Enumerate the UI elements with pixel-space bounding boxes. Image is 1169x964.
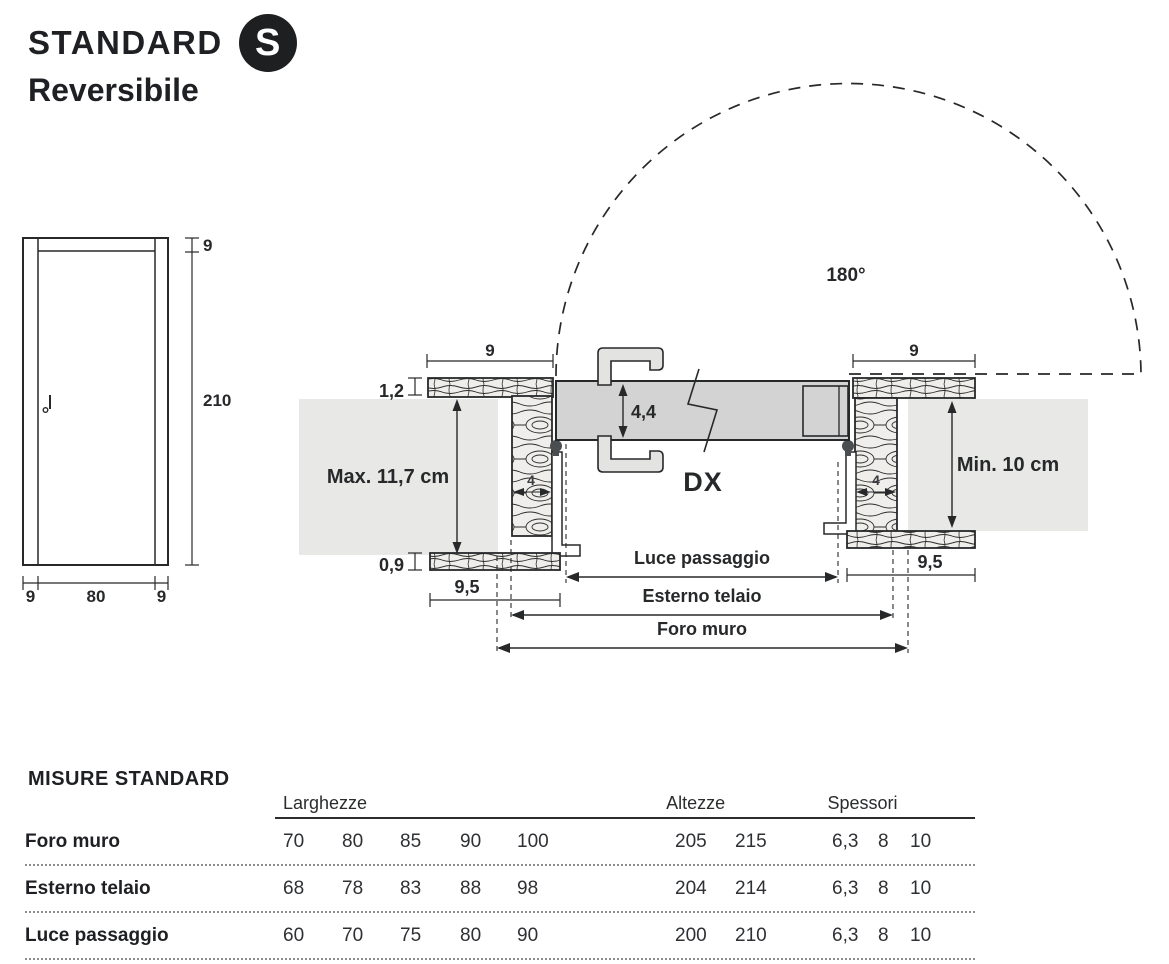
cell: 90 <box>517 924 539 946</box>
dim-left-frame: 9 <box>25 587 36 606</box>
wall-max-label: Max. 11,7 cm <box>326 466 450 488</box>
cell: 80 <box>460 924 482 946</box>
span-luce-label: Luce passaggio <box>633 548 771 568</box>
handle-top <box>598 348 663 385</box>
dim-right-frame: 9 <box>156 587 167 606</box>
stop-thickness-dim <box>408 553 422 570</box>
cell: 85 <box>400 830 422 852</box>
cell: 10 <box>910 924 932 946</box>
page-title: STANDARD <box>28 24 223 61</box>
architrave-top-right <box>853 378 975 398</box>
misure-standard-table <box>25 793 975 960</box>
stop-profile-left <box>552 452 580 556</box>
jamb-left <box>512 396 552 536</box>
dim-leaf-width: 80 <box>86 587 106 606</box>
span-esterno-label: Esterno telaio <box>642 586 762 606</box>
cell: 75 <box>400 924 422 946</box>
cell: 10 <box>910 877 932 899</box>
cell: 80 <box>342 830 364 852</box>
cell: 6,3 <box>832 877 859 899</box>
dim-frame-depth-right: 9,5 <box>917 552 943 572</box>
dim-leaf-thickness: 4,4 <box>631 402 657 422</box>
row-label: Foro muro <box>25 830 120 852</box>
cell: 90 <box>460 830 482 852</box>
cell: 68 <box>283 877 305 899</box>
hand-label: DX <box>683 467 723 497</box>
table-row-luce-passaggio <box>25 913 975 960</box>
elevation-height-dim <box>185 238 199 565</box>
row-label: Luce passaggio <box>25 924 169 946</box>
cell: 60 <box>283 924 305 946</box>
table-title: MISURE STANDARD <box>28 768 230 790</box>
cell: 6,3 <box>832 830 859 852</box>
span-foro-label: Foro muro <box>657 619 747 639</box>
cell: 8 <box>878 877 889 899</box>
cell: 10 <box>910 830 932 852</box>
swing-arc <box>556 84 1141 377</box>
cell: 70 <box>283 830 305 852</box>
dim-frame-depth-left: 9,5 <box>454 577 480 597</box>
span-luce <box>566 572 838 582</box>
page-subtitle: Reversibile <box>28 72 199 108</box>
cell: 210 <box>735 924 767 946</box>
cell: 205 <box>675 830 707 852</box>
architrave-bottom-left <box>430 553 560 570</box>
jamb-right <box>855 398 897 532</box>
cell: 204 <box>675 877 707 899</box>
cell: 100 <box>517 830 549 852</box>
swing-angle-label: 180° <box>826 265 866 286</box>
cell: 214 <box>735 877 767 899</box>
architrave-thickness-dim <box>408 378 422 395</box>
cell: 8 <box>878 924 889 946</box>
table-row-foro-muro <box>25 819 975 866</box>
frame-depth-dim-right <box>847 568 975 582</box>
cell: 78 <box>342 877 364 899</box>
row-label: Esterno telaio <box>25 877 151 899</box>
col-group-altezze: Altezze <box>666 793 726 813</box>
series-badge: S <box>239 14 297 72</box>
door-elevation <box>23 238 199 590</box>
architrave-bottom-right <box>847 531 975 548</box>
frame-depth-dim-left <box>430 593 560 607</box>
cell: 6,3 <box>832 924 859 946</box>
cell: 200 <box>675 924 707 946</box>
cell: 88 <box>460 877 482 899</box>
dim-casing-left: 9 <box>485 341 495 360</box>
dim-jamb-left: 4 <box>527 472 535 488</box>
cell: 98 <box>517 877 539 899</box>
stop-profile-right <box>824 452 856 534</box>
cell: 8 <box>878 830 889 852</box>
span-foro <box>497 643 908 653</box>
table-header-row <box>25 793 975 819</box>
dim-top-frame: 9 <box>203 236 213 255</box>
cell: 83 <box>400 877 422 899</box>
table-row-esterno-telaio <box>25 866 975 913</box>
dim-casing-right: 9 <box>909 341 919 360</box>
col-group-larghezze: Larghezze <box>283 793 368 813</box>
dim-architrave-thickness: 1,2 <box>378 381 404 401</box>
dim-door-height: 210 <box>203 391 232 410</box>
cell: 215 <box>735 830 767 852</box>
wall-min-label: Min. 10 cm <box>956 454 1060 476</box>
handle-bottom <box>598 436 663 472</box>
col-group-spessori: Spessori <box>827 793 898 813</box>
architrave-top-left <box>428 378 553 397</box>
cell: 70 <box>342 924 364 946</box>
dim-jamb-right: 4 <box>872 472 880 488</box>
dim-stop-thickness: 0,9 <box>378 555 404 575</box>
door-leaf-plan <box>556 348 849 472</box>
